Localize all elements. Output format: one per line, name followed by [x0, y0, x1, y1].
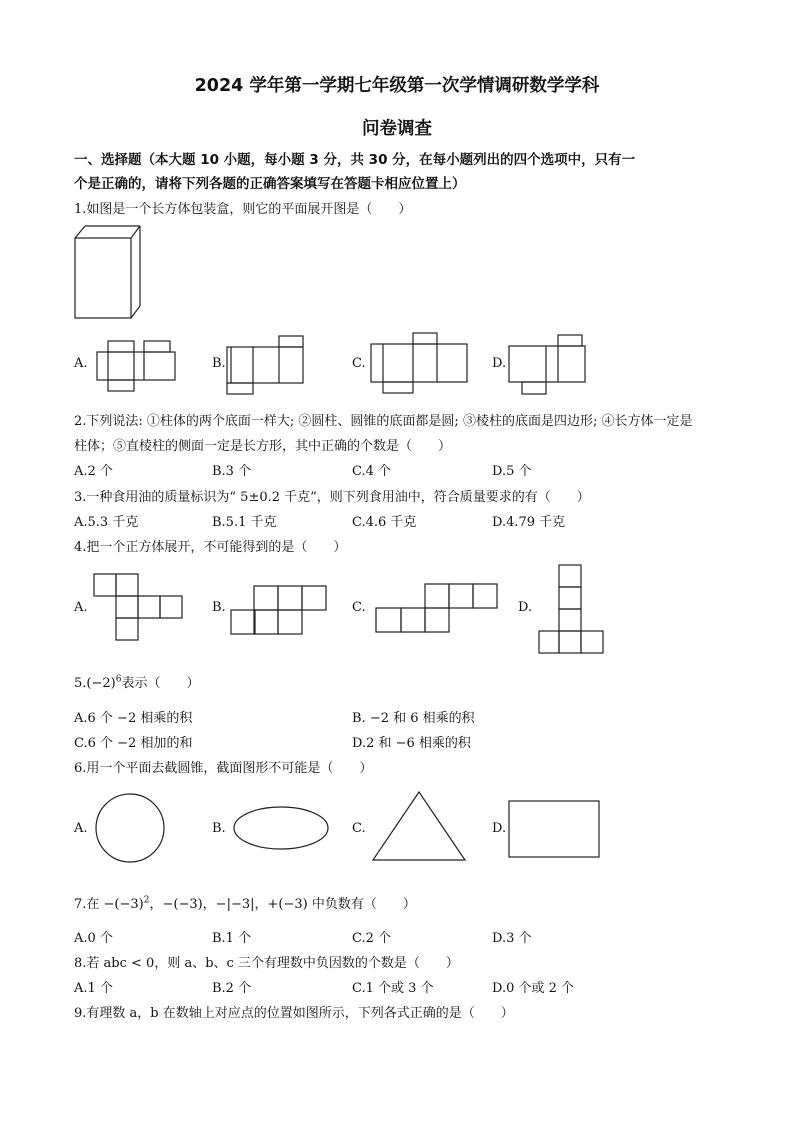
- q3-option-a[interactable]: A.5.3 千克: [74, 515, 139, 530]
- q4-stem: 4.把一个正方体展开，不可能得到的是（ ）: [74, 540, 347, 555]
- q8-option-a[interactable]: A.1 个: [74, 981, 113, 996]
- q3-option-d[interactable]: D.4.79 千克: [492, 515, 566, 530]
- q4-option-b-label: B.: [212, 600, 226, 615]
- q1-cuboid-figure: [74, 224, 144, 320]
- q8-option-b[interactable]: B.2 个: [212, 981, 252, 996]
- q1-stem: 1.如图是一个长方体包装盒，则它的平面展开图是（ ）: [74, 202, 412, 217]
- q4-net-d: [538, 564, 608, 656]
- q2-stem-line2: 柱体；⑤直棱柱的侧面一定是长方形，其中正确的个数是（ ）: [74, 439, 452, 454]
- q6-option-b-label: B.: [212, 821, 226, 836]
- q6-ellipse-figure: [232, 805, 330, 851]
- q4-option-a-label: A.: [74, 600, 88, 615]
- q2-option-a[interactable]: A.2 个: [74, 464, 113, 479]
- q2-option-d[interactable]: D.5 个: [492, 464, 532, 479]
- q8-option-c[interactable]: C.1 个或 3 个: [352, 981, 434, 996]
- q7-option-b[interactable]: B.1 个: [212, 931, 252, 946]
- q4-option-c-label: C.: [352, 600, 366, 615]
- q2-option-b[interactable]: B.3 个: [212, 464, 252, 479]
- q6-triangle-figure: [371, 790, 467, 862]
- q8-option-d[interactable]: D.0 个或 2 个: [492, 981, 575, 996]
- q4-net-c: [375, 583, 501, 635]
- q4-net-b: [230, 585, 330, 637]
- q1-option-c-label: C.: [352, 356, 366, 371]
- q1-net-b: [226, 335, 306, 397]
- q4-net-a: [93, 573, 189, 645]
- q7-option-d[interactable]: D.3 个: [492, 931, 532, 946]
- page-subtitle: 问卷调查: [362, 119, 432, 139]
- q7-stem: 7.在 $-(-3)^2$，−(−3)，−|−3|，+(−3) 中负数有（ ）: [74, 895, 416, 912]
- q1-net-d: [508, 334, 588, 398]
- q5-stem: $5.(-2)^6$表示（ ）: [74, 674, 200, 691]
- q6-option-d-label: D.: [492, 821, 507, 836]
- q1-option-a-label: A.: [74, 356, 88, 371]
- q7-option-c[interactable]: C.2 个: [352, 931, 392, 946]
- q6-rectangle-figure: [508, 800, 602, 860]
- q6-stem: 6.用一个平面去截圆锥，截面图形不可能是（ ）: [74, 761, 373, 776]
- section-header-line2: 个是正确的，请将下列各题的正确答案填写在答题卡相应位置上）: [74, 176, 466, 192]
- q1-net-a: [96, 340, 176, 394]
- q5-option-d[interactable]: D.2 和 −6 相乘的积: [352, 736, 471, 751]
- q3-option-c[interactable]: C.4.6 千克: [352, 515, 417, 530]
- q6-option-c-label: C.: [352, 821, 366, 836]
- q5-option-c[interactable]: C.6 个 −2 相加的和: [74, 736, 193, 751]
- q6-circle-figure: [94, 792, 166, 864]
- q5-option-a[interactable]: A.6 个 −2 相乘的积: [74, 711, 193, 726]
- page-title: 2024 学年第一学期七年级第一次学情调研数学学科: [194, 76, 600, 96]
- q4-option-d-label: D.: [518, 600, 533, 615]
- q8-stem: 8.若 abc < 0，则 a、b、c 三个有理数中负因数的个数是（ ）: [74, 956, 459, 971]
- q1-net-c: [370, 332, 470, 398]
- q6-option-a-label: A.: [74, 821, 88, 836]
- q2-option-c[interactable]: C.4 个: [352, 464, 392, 479]
- q1-option-d-label: D.: [492, 356, 507, 371]
- q3-stem: 3.一种食用油的质量标识为“ 5±0.2 千克”，则下列食用油中，符合质量要求的有（ ）: [74, 490, 590, 505]
- q7-option-a[interactable]: A.0 个: [74, 931, 113, 946]
- q1-option-b-label: B.: [212, 356, 226, 371]
- section-header-line1: 一、选择题（本大题 10 小题，每小题 3 分，共 30 分，在每小题列出的四个选项中，只有一: [74, 152, 636, 168]
- q3-option-b[interactable]: B.5.1 千克: [212, 515, 277, 530]
- q9-stem: 9.有理数 a，b 在数轴上对应点的位置如图所示，下列各式正确的是（ ）: [74, 1006, 514, 1021]
- q5-option-b[interactable]: B. −2 和 6 相乘的积: [352, 711, 475, 726]
- q2-stem-line1: 2.下列说法: ①柱体的两个底面一样大; ②圆柱、圆锥的底面都是圆; ③棱柱的底面是四边形; ④长方体一定是: [74, 414, 693, 429]
